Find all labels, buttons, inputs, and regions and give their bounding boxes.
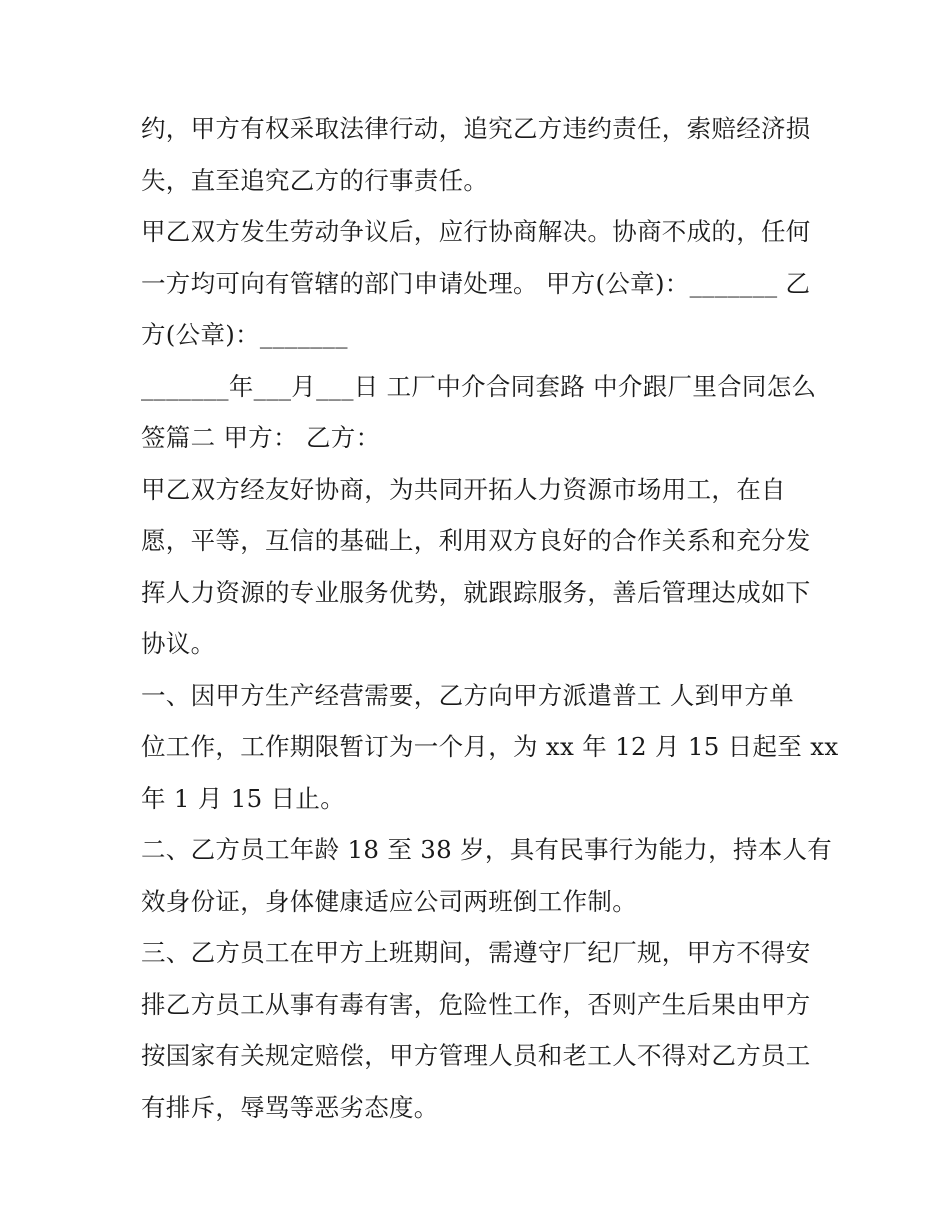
text-line: 约，甲方有权采取法律行动，追究乙方违约责任，索赔经济损: [141, 114, 811, 143]
text-line: 位工作，工作期限暂订为一个月，为 xx 年 12 月 15 日起至 xx: [141, 732, 839, 761]
text-line: 排乙方员工从事有毒有害，危险性工作，否则产生后果由甲方: [141, 989, 811, 1019]
text-line: 失，直至追究乙方的行事责任。: [141, 165, 489, 195]
text-line: 签篇二 甲方： 乙方：: [141, 423, 381, 452]
text-line: 一、因甲方生产经营需要，乙方向甲方派遣普工 人到甲方单: [141, 680, 794, 710]
text-line: 协议。: [141, 629, 216, 658]
text-line: 按国家有关规定赔偿，甲方管理人员和老工人不得对乙方员工: [141, 1041, 811, 1070]
text-line: 甲乙双方发生劳动争议后，应行协商解决。协商不成的，任何: [141, 217, 811, 246]
text-line: 一方均可向有管辖的部门申请处理。 甲方(公章)：_______ 乙: [141, 268, 811, 298]
text-line: 方(公章)：_______: [141, 320, 348, 349]
document-body: [141, 103, 839, 1133]
text-line: 二、乙方员工年龄 18 至 38 岁，具有民事行为能力，持本人有: [141, 835, 833, 864]
text-line: 甲乙双方经友好协商，为共同开拓人力资源市场用工，在自: [141, 474, 786, 504]
text-line: 效身份证，身体健康适应公司两班倒工作制。: [141, 886, 637, 916]
text-line: 有排斥，辱骂等恶劣态度。: [141, 1092, 439, 1122]
text-line: 年 1 月 15 日止。: [141, 783, 346, 813]
text-line: 挥人力资源的专业服务优势，就跟踪服务，善后管理达成如下: [141, 577, 811, 607]
text-line: _______年___月___日 工厂中介合同套路 中介跟厂里合同怎么: [141, 371, 817, 401]
text-line: 愿，平等，互信的基础上，利用双方良好的合作关系和充分发: [141, 526, 811, 555]
text-line: 三、乙方员工在甲方上班期间，需遵守厂纪厂规，甲方不得安: [141, 938, 811, 967]
